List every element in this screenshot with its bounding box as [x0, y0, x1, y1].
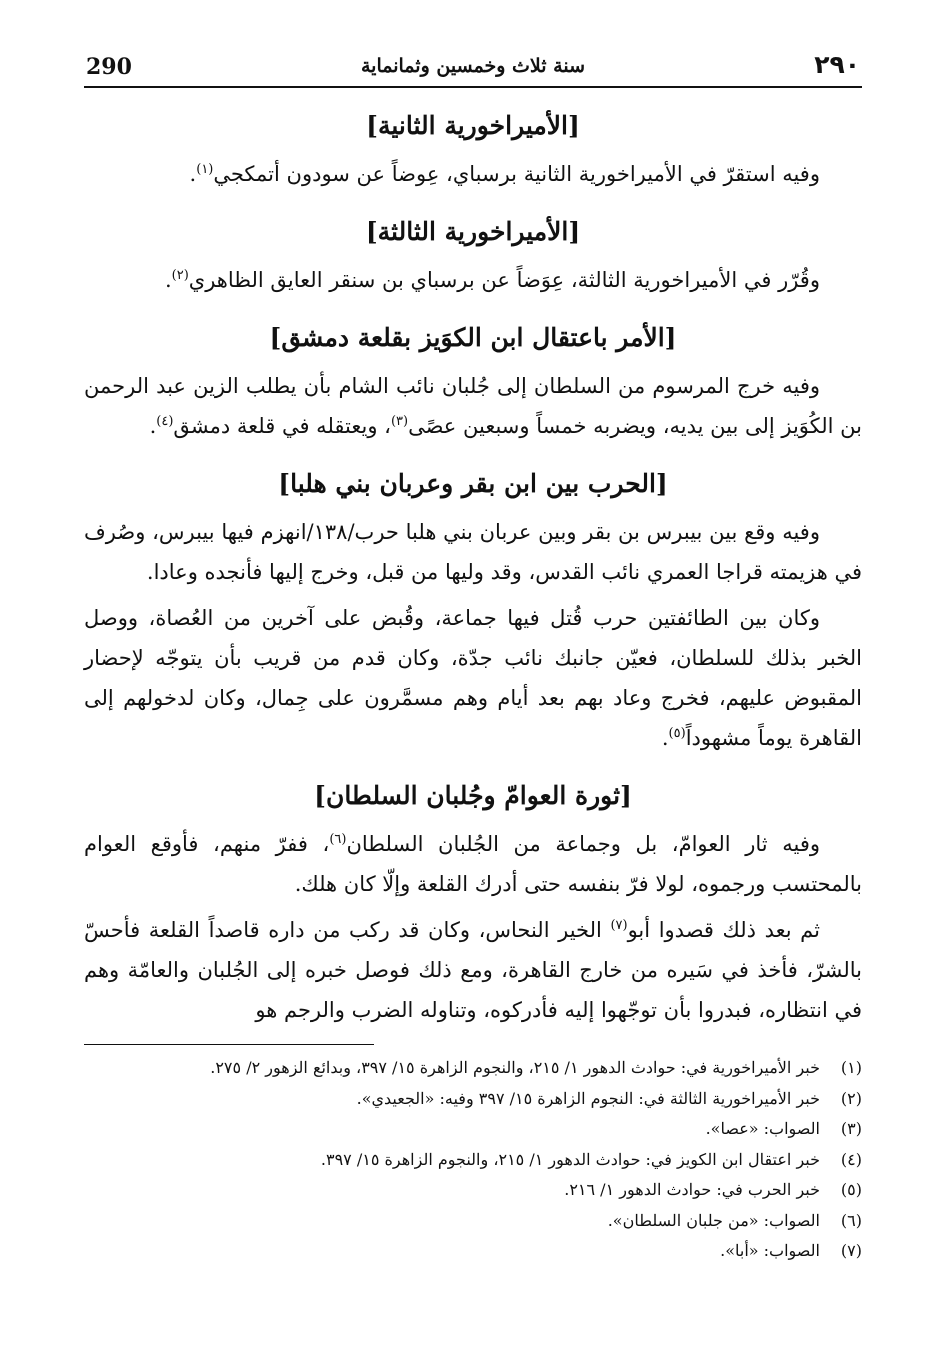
footnote: [84, 1145, 862, 1176]
footnote-ref: (٧): [610, 918, 628, 933]
footnote-text: الصواب: «أبا».: [720, 1241, 820, 1260]
section-heading: [الأمر باعتقال ابن الكوَيز بقلعة دمشق]: [269, 323, 677, 352]
footnote-divider: [84, 1044, 374, 1045]
footnote-ref: (٥): [668, 726, 686, 741]
footnote: [84, 1084, 862, 1115]
running-title: سنة ثلاث وخمسين وثمانماية: [360, 55, 586, 77]
footnote-text: خبر الأميراخورية في: حوادث الدهور ١/ ٢١٥، والنجوم الزاهرة ١٥/ ٣٩٧، وبدائع الزهور ٢/ ٢٧٥.: [210, 1058, 820, 1077]
paragraph: وكان بين الطائفتين حرب قُتل فيها جماعة، وقُبض على آخرين من العُصاة، ووصل الخبر بذلك للسلطان، فعيّن جانبك نائب جدّة، وكان قدم من قريب بأن يتوجّه لإحضار المقبوض عليهم، فخرج وعاد بهم بعد أيام وهم مسمَّرون على جِمال، وكان لدخولهم إلى القاهرة يوماً مشهوداً$^{(٥)}$.: [84, 606, 862, 750]
footnote-number: (٢): [840, 1088, 862, 1108]
paragraph: ثم بعد ذلك قصدوا أبو$^{(٧)}$ الخير النحاس، وكان قد ركب من داره قاصداً القلعة فأحسّ بالشرّ، فأخذ في سَيره من خارج القاهرة، ومع ذلك فوصل خبره إلى الجُلبان والعامّة وهم في انتظاره، فبدروا بأن توجّهوا إليه فأدركوه، وتناوله الضرب والرجم هو: [84, 918, 862, 1022]
footnote: [84, 1236, 862, 1267]
footnote-number: (٥): [840, 1180, 862, 1199]
main-text: [84, 106, 862, 1030]
section-heading: [الأميراخورية الثانية]: [366, 111, 580, 140]
section-heading: [الأميراخورية الثالثة]: [365, 217, 581, 246]
paragraph: وفيه ثار العوامّ، بل وجماعة من الجُلبان السلطان$^{(٦)}$، ففرّ منهم، فأوقع العوام بالمحتسب ورجموه، لولا فرّ بنفسه حتى أدرك القلعة وإلّا كان هلك.: [84, 832, 862, 896]
footnote-ref: (١): [196, 162, 214, 177]
footnote-ref: (٦): [329, 832, 347, 847]
footnote: [84, 1175, 862, 1206]
page-number-arabic: ٢٩٠: [814, 50, 860, 79]
paragraph: وقُرّر في الأميراخورية الثالثة، عِوَضاً عن برسباي بن سنقر العايق الظاهري$^{(٢)}$.: [164, 268, 820, 292]
page-number-latin: 290: [86, 54, 132, 80]
footnote-ref: (٣): [390, 414, 409, 429]
footnote: [84, 1053, 862, 1084]
footnote: [84, 1114, 862, 1145]
paragraph: وفيه خرج المرسوم من السلطان إلى جُلبان نائب الشام بأن يطلب الزين عبد الرحمن بن الكُوَيز إلى بين يديه، ويضربه خمساً وسبعين عصًى$^{(٣)}$، ويعتقله في قلعة دمشق$^{(٤)}$.: [84, 374, 862, 438]
section-heading: [ثورة العوامّ وجُلبان السلطان]: [314, 781, 632, 810]
paragraph: وفيه وقع بين بيبرس بن بقر وبين عربان بني هلبا حرب/١٣٨/انهزم فيها بيبرس، وصُرف في هزيمته قراجا العمري نائب القدس، وقد وليها من قبل، وخرج إليها فأنجده وعادا.: [84, 520, 862, 584]
footnote: [84, 1206, 862, 1237]
running-header: [84, 50, 862, 88]
footnote-number: (٣): [840, 1119, 862, 1138]
section-heading: [الحرب بين ابن بقر وعربان بني هلبا]: [278, 469, 668, 498]
footnote-number: (١): [840, 1058, 862, 1077]
footnote-text: خبر اعتقال ابن الكويز في: حوادث الدهور ١/ ٢١٥، والنجوم الزاهرة ١٥/ ٣٩٧.: [320, 1149, 820, 1169]
footnote-text: خبر الأميراخورية الثالثة في: النجوم الزاهرة ١٥/ ٣٩٧ وفيه: «الجعيدي».: [356, 1088, 820, 1108]
footnote-number: (٦): [840, 1210, 862, 1230]
footnote-number: (٤): [840, 1149, 862, 1169]
footnote-ref: (٤): [156, 414, 174, 429]
footnote-text: خبر الحرب في: حوادث الدهور ١/ ٢١٦.: [564, 1180, 820, 1199]
paragraph: وفيه استقرّ في الأميراخورية الثانية برسباي، عِوضاً عن سودون أتمكجي$^{(١)}$.: [189, 162, 820, 186]
footnote-text: الصواب: «من جلبان السلطان».: [607, 1210, 820, 1230]
footnote-ref: (٢): [171, 268, 189, 283]
footnote-text: الصواب: «عصا».: [705, 1119, 820, 1138]
footnotes: [84, 1053, 862, 1267]
footnote-number: (٧): [840, 1241, 862, 1260]
book-page: [84, 50, 862, 1267]
